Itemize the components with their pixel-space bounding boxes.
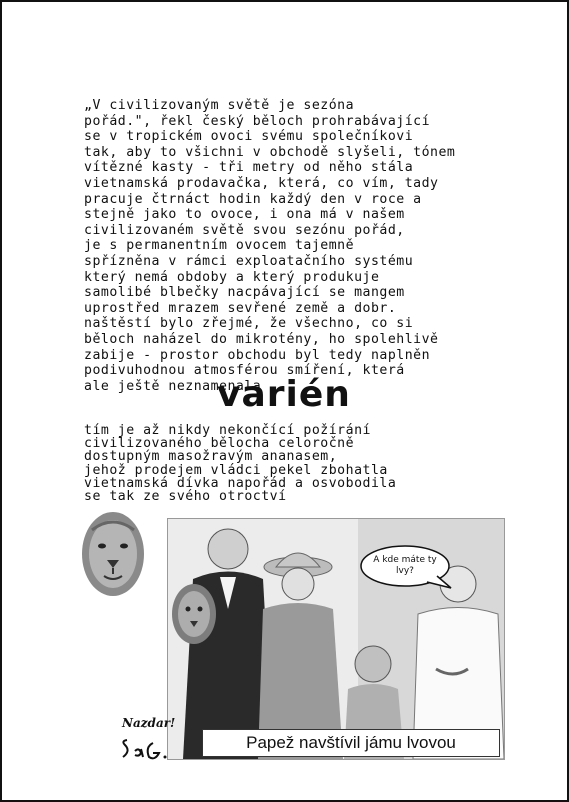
paragraph-1-line: ale ještě neznamenala — [84, 378, 262, 394]
paragraph-1-line: pracuje čtrnáct hodin každý den v roce a — [84, 191, 422, 207]
paragraph-2-line: se tak ze svého otroctví — [84, 489, 287, 505]
paragraph-1-line: uprostřed mrazem sevřené země a dobr. — [84, 300, 397, 316]
paragraph-2-line: jehož prodejem vládci pekel zbohatla — [84, 462, 388, 478]
paragraph-1-line: civilizovaném světě svou sezónu pořád, — [84, 222, 405, 238]
collage-photo — [168, 519, 504, 759]
paragraph-2-line: tím je až nikdy nekončící požírání — [84, 423, 371, 438]
paragraph-2-line: dostupným masožravým ananasem, — [84, 449, 338, 465]
collage-caption: Papež navštívil jámu lvovou — [202, 729, 500, 757]
paragraph-2 — [84, 424, 524, 503]
paragraph-1-line: běloch naházel do mikrotény, ho spolehlivě — [84, 331, 439, 347]
paragraph-1-line: naštěstí bylo zřejmé, že všechno, co si — [84, 316, 414, 332]
paragraph-1-line: se v tropickém ovoci svému společníkovi — [84, 129, 414, 145]
photo-collage — [167, 518, 505, 760]
paragraph-1 — [84, 98, 524, 394]
paragraph-1-line: zabije - prostor obchodu byl tedy naplněn — [84, 347, 431, 363]
paragraph-1-line: podivuhodnou atmosférou smíření, která — [84, 363, 405, 379]
paragraph-1-line: je s permanentním ovocem tajemně — [84, 238, 355, 254]
signature — [119, 737, 179, 763]
paragraph-1-line: samolibé blbečky nacpávající se mangem — [84, 285, 405, 301]
lion-head-image — [80, 510, 146, 598]
paragraph-1-line: stejně jako to ovoce, i ona má v našem — [84, 207, 405, 223]
paragraph-1-line: spřízněna v rámci exploatačního systému — [84, 253, 414, 269]
paragraph-1-line: pořád.", řekl český běloch prohrabávající — [84, 113, 431, 129]
paragraph-1-line: tak, aby to všichni v obchodě slyšeli, tónem — [84, 144, 456, 160]
paragraph-1-line: vietnamská prodavačka, která, co vím, tady — [84, 175, 439, 191]
paragraph-2-line: civilizovaného bělocha celoročně — [84, 436, 355, 452]
paragraph-1-line: vítězné kasty - tři metry od něho stála — [84, 160, 414, 176]
paragraph-1-line: který nemá obdoby a který produkuje — [84, 269, 380, 285]
page-title: varién — [217, 374, 351, 415]
speech-bubble-text: A kde máte ty lvy? — [373, 555, 437, 576]
paragraph-2-line: vietnamská dívka napořád a osvobodila — [84, 475, 397, 491]
paragraph-1-line: „V civilizovaným světě je sezóna — [84, 98, 355, 113]
greeting-text: Nazdar! — [122, 716, 176, 730]
